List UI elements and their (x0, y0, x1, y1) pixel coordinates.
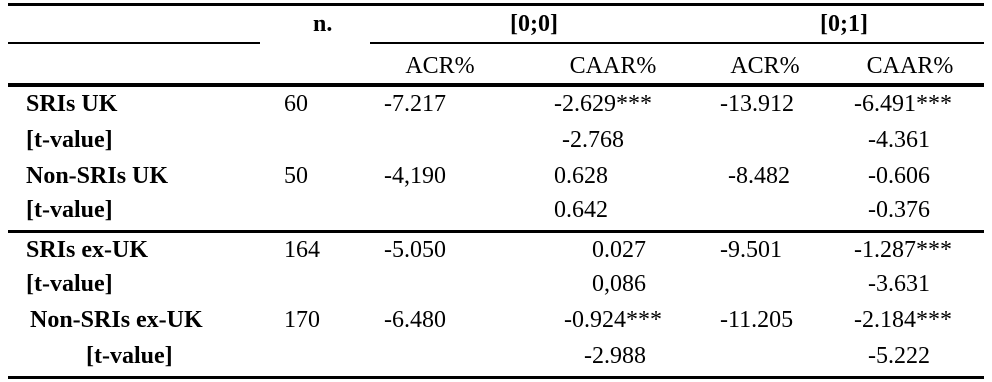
row-label: [t-value] (26, 127, 113, 153)
row-label: Non-SRIs UK (26, 163, 169, 189)
row-caar-0-0: 0.628 (554, 163, 608, 189)
row-caar-0-1: -5.222 (868, 343, 930, 369)
row-label: [t-value] (26, 271, 113, 297)
row-caar-0-0: 0.027 (592, 237, 646, 263)
row-acr-0-1: -11.205 (720, 307, 794, 333)
subheader-acr-0-1: ACR% (730, 53, 800, 79)
row-label: SRIs ex-UK (26, 237, 149, 263)
header-window-0-1: [0;1] (820, 11, 868, 37)
top-rule (8, 3, 984, 6)
row-acr-0-0: -5.050 (384, 237, 446, 263)
row-acr-0-1: -13.912 (720, 91, 794, 117)
subheader-acr-0-0: ACR% (405, 53, 475, 79)
row-acr-0-0: -6.480 (384, 307, 446, 333)
row-caar-0-0: -2.629*** (554, 91, 652, 117)
row-caar-0-1: -3.631 (868, 271, 930, 297)
header-window-0-0: [0;0] (510, 11, 558, 37)
results-table (8, 0, 984, 382)
row-acr-0-1: -9.501 (720, 237, 782, 263)
row-caar-0-0: 0.642 (554, 197, 608, 223)
row-label: [t-value] (86, 343, 173, 369)
group-divider-rule (8, 230, 984, 233)
subheader-caar-0-0: CAAR% (569, 53, 657, 79)
bottom-rule (8, 376, 984, 379)
subheader-caar-0-1: CAAR% (866, 53, 954, 79)
row-acr-0-0: -7.217 (384, 91, 446, 117)
header-window-rule (370, 42, 984, 44)
row-caar-0-1: -6.491*** (854, 91, 952, 117)
subheader-rule (8, 83, 984, 87)
row-label: Non-SRIs ex-UK (30, 307, 203, 333)
row-acr-0-1: -8.482 (728, 163, 790, 189)
header-left-rule (8, 42, 260, 44)
row-caar-0-1: -0.376 (868, 197, 930, 223)
row-caar-0-1: -2.184*** (854, 307, 952, 333)
header-n: n. (313, 11, 333, 37)
row-n: 60 (284, 91, 308, 117)
row-caar-0-0: -2.988 (584, 343, 646, 369)
row-caar-0-0: -2.768 (562, 127, 624, 153)
row-caar-0-1: -4.361 (868, 127, 930, 153)
row-acr-0-0: -4,190 (384, 163, 446, 189)
row-caar-0-1: -1.287*** (854, 237, 952, 263)
row-caar-0-0: -0.924*** (564, 307, 662, 333)
row-n: 170 (284, 307, 320, 333)
row-n: 164 (284, 237, 320, 263)
row-caar-0-1: -0.606 (868, 163, 930, 189)
row-label: SRIs UK (26, 91, 118, 117)
row-n: 50 (284, 163, 308, 189)
row-caar-0-0: 0,086 (592, 271, 646, 297)
row-label: [t-value] (26, 197, 113, 223)
